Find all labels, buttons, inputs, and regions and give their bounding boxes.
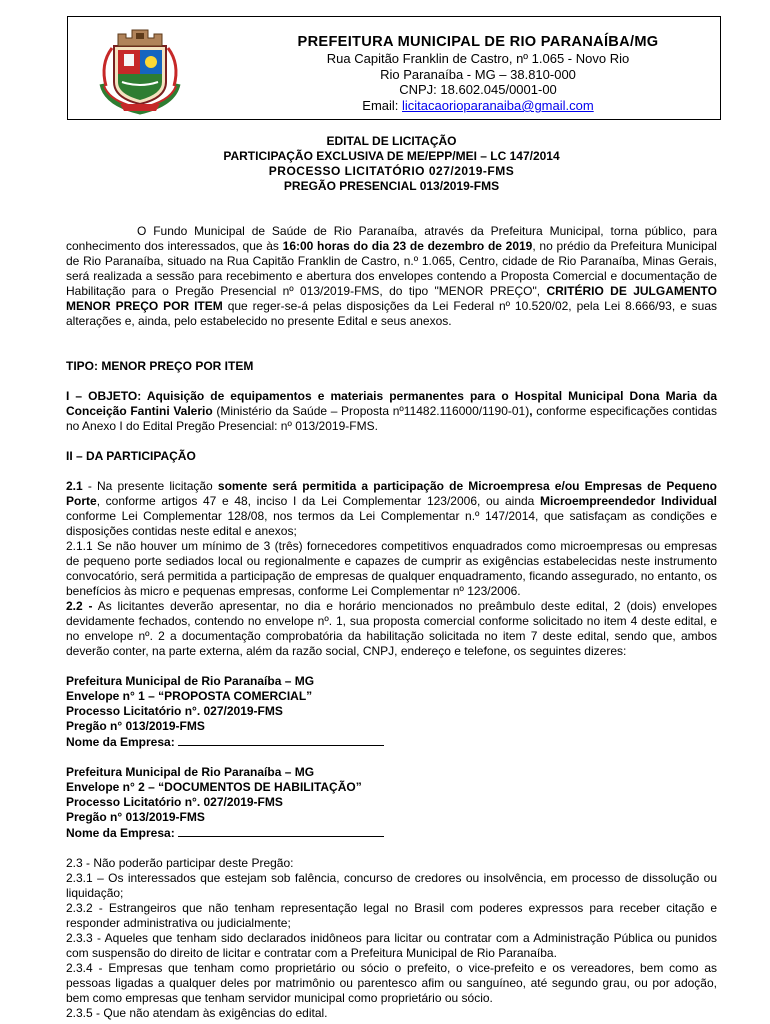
company-name-blank <box>178 825 384 837</box>
envelope-1-line: Prefeitura Municipal de Rio Paranaíba – MG <box>66 674 315 688</box>
envelope-2-line: Pregão n° 013/2019-FMS <box>66 810 205 824</box>
envelope-1-line: Pregão n° 013/2019-FMS <box>66 719 205 733</box>
section-2-3-4: 2.3.4 - Empresas que tenham como proprietário ou sócio o prefeito, o vice-prefeito e os vereadores, bem como as pessoas ligadas a qualquer deles por matrimônio ou parentesco afim ou sanguíneo, até segundo grau, ou por adoção, bem como empresas que tenham servidor municipal como proprietário ou sócio. <box>66 961 717 1005</box>
edital-title: EDITAL DE LICITAÇÃO <box>326 134 457 148</box>
letterhead <box>67 16 721 120</box>
company-name-blank <box>178 734 384 746</box>
email-line <box>258 98 698 113</box>
email-link[interactable]: licitacaorioparanaiba@gmail.com <box>402 98 594 113</box>
objeto-paragraph: I – OBJETO: Aquisição de equipamentos e materiais permanentes para o Hospital Municipal Dona Maria da Conceição Fantini Valerio (Ministério da Saúde – Proposta nº11482.116000/1190-01), conforme especificações contidas no Anexo I do Edital Pregão Presencial: nº 013/2019-FMS. <box>66 389 717 433</box>
intro-paragraph: O Fundo Municipal de Saúde de Rio Paranaíba, através da Prefeitura Municipal, torna público, para conhecimento dos interessados, que às 16:00 horas do dia 23 de dezembro de 2019, no prédio da Prefeitura Municipal de Rio Paranaíba, situado na Rua Capitão Franklin de Castro, n.º 1.065, Centro, cidade de Rio Paranaíba, Minas Gerais, será realizada a sessão para recebimento e abertura dos envelopes contendo a Proposta Comercial e documentação de Habilitação para o Pregão Presencial nº 013/2019-FMS, do tipo "MENOR PREÇO", CRITÉRIO DE JULGAMENTO MENOR PREÇO POR ITEM que reger-se-á pelas disposições da Lei Federal nº 10.520/02, pela Lei 8.666/93, e suas alterações e, ainda, pelo estabelecido no presente Edital e seus anexos. <box>66 224 718 328</box>
envelope-1-line: Processo Licitatório n°. 027/2019-FMS <box>66 704 283 718</box>
city-line: Rio Paranaíba - MG – 38.810-000 <box>380 67 576 82</box>
envelope-2-company-line: Nome da Empresa: <box>66 825 717 841</box>
section-2-3: 2.3 - Não poderão participar deste Pregão: <box>66 856 294 870</box>
address-line: Rua Capitão Franklin de Castro, nº 1.065 - Novo Rio <box>326 51 630 66</box>
edital-pregao: PREGÃO PRESENCIAL 013/2019-FMS <box>283 179 500 193</box>
envelope-1-company-line: Nome da Empresa: <box>66 734 717 750</box>
document-body <box>66 134 717 1021</box>
section-2-3-2: 2.3.2 - Estrangeiros que não tenham representação legal no Brasil com poderes expressos para receber citação e responder administrativa ou judicialmente; <box>66 901 717 930</box>
section-2-3-1: 2.3.1 – Os interessados que estejam sob falência, concurso de credores ou insolvência, em processo de dissolução ou liquidação; <box>66 871 717 900</box>
section-2-2: 2.2 - As licitantes deverão apresentar, no dia e horário mencionados no preâmbulo deste edital, 2 (dois) envelopes devidamente fechados, contendo no envelope nº. 1, sua proposta comercial conforme solicitado no item 4 deste edital, e no envelope nº. 2 a documentação comprobatória da habilitação solicitada no item 7 deste edital, sendo que, ambos deverão conter, na parte externa, além da razão social, CNPJ, endereço e telefone, os seguintes dizeres: <box>66 599 717 658</box>
municipality-title: PREFEITURA MUNICIPAL DE RIO PARANAÍBA/MG <box>297 34 659 50</box>
edital-participation: PARTICIPAÇÃO EXCLUSIVA DE ME/EPP/MEI – LC 147/2014 <box>223 149 560 163</box>
envelope-2-line: Processo Licitatório n°. 027/2019-FMS <box>66 795 283 809</box>
envelope-2-block <box>66 765 717 841</box>
cnpj-line: CNPJ: 18.602.045/0001-00 <box>399 82 557 97</box>
municipal-crest-icon <box>96 24 184 116</box>
envelope-1-block <box>66 674 717 750</box>
section-2-1-1: 2.1.1 Se não houver um mínimo de 3 (três) fornecedores competitivos enquadrados como microempresas ou empresas de pequeno porte sediados local ou regionalmente e capazes de cumprir as exigências estabelecidas neste instrumento convocatório, será permitida a participação de empresas de qualquer enquadramento, ficando assegurado, no entanto, os benefícios às micro e pequenas empresas, conforme Lei Complementar nº 123/2006. <box>66 539 717 598</box>
email-label: Email: <box>362 98 403 113</box>
section-2-3-5: 2.3.5 - Que não atendam às exigências do edital. <box>66 1006 328 1020</box>
section-2-3-3: 2.3.3 - Aqueles que tenham sido declarados inidôneos para licitar ou contratar com a Administração Pública ou punidos com suspensão do direito de licitar e contratar com a Prefeitura Municipal de Rio Paranaíba. <box>66 931 717 960</box>
envelope-1-line: Envelope n° 1 – “PROPOSTA COMERCIAL” <box>66 689 313 703</box>
section-2-1: 2.1 - Na presente licitação somente será permitida a participação de Microempresa e/ou Empresas de Pequeno Porte, conforme artigos 47 e 48, inciso I da Lei Complementar 123/2006, ou ainda Microempreendedor Individual conforme Lei Complementar 128/08, nos termos da Lei Complementar n.º 147/2014, que satisfaçam as condições e disposições contidas neste edital e anexos; <box>66 479 718 538</box>
edital-process: PROCESSO LICITATÓRIO 027/2019-FMS <box>268 164 515 178</box>
participacao-heading: II – DA PARTICIPAÇÃO <box>66 449 196 463</box>
envelope-2-line: Envelope n° 2 – “DOCUMENTOS DE HABILITAÇÃO” <box>66 780 362 794</box>
tipo-heading: TIPO: MENOR PREÇO POR ITEM <box>66 359 254 373</box>
envelope-2-line: Prefeitura Municipal de Rio Paranaíba – MG <box>66 765 315 779</box>
